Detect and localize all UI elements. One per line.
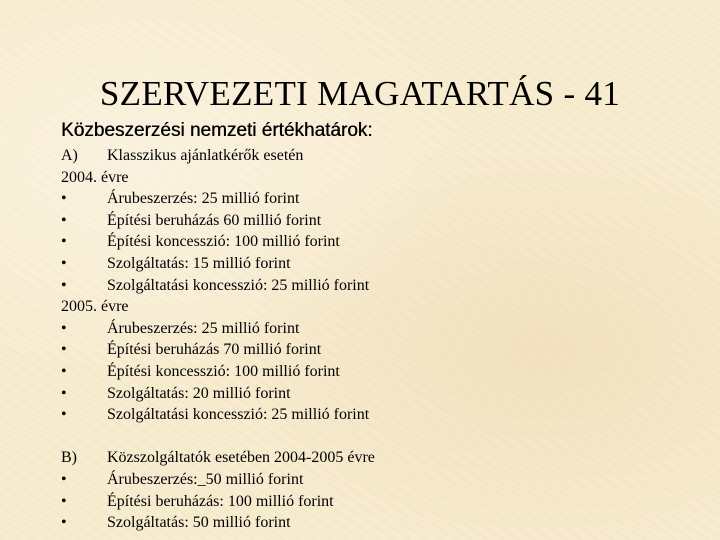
list-item-text: Építési beruházás 70 millió forint — [107, 341, 322, 359]
year-2005-label: 2005. évre — [61, 298, 129, 316]
section-b-heading: Közszolgáltatók esetében 2004-2005 évre — [107, 449, 375, 467]
year-2004-label: 2004. évre — [61, 168, 129, 186]
list-item-text: Szolgáltatási koncesszió: 25 millió forint — [107, 406, 370, 424]
list-item-text: Árubeszerzés:_50 millió forint — [107, 470, 304, 488]
list-item-text: Szolgáltatás: 50 millió forint — [107, 514, 291, 532]
list-item-text: Szolgáltatás: 15 millió forint — [107, 254, 291, 272]
bullet-icon: • — [61, 492, 67, 510]
list-item-text: Árubeszerzés: 25 millió forint — [107, 319, 300, 337]
bullet-icon: • — [61, 406, 67, 424]
bullet-icon: • — [61, 254, 67, 272]
slide-title: SZERVEZETI MAGATARTÁS - 41 — [99, 74, 621, 113]
bullet-icon: • — [61, 341, 67, 359]
section-a-marker: A) — [61, 147, 78, 164]
bullet-icon: • — [61, 362, 67, 380]
bullet-icon: • — [61, 211, 67, 229]
bullet-icon: • — [61, 319, 67, 337]
list-item-text: Építési koncesszió: 100 millió forint — [107, 233, 340, 251]
list-item-text: Építési beruházás 60 millió forint — [107, 211, 322, 229]
list-item-text: Árubeszerzés: 25 millió forint — [107, 190, 300, 208]
bullet-icon: • — [61, 276, 67, 294]
bullet-icon: • — [61, 190, 67, 208]
slide-subtitle: Közbeszerzési nemzeti értékhatárok: — [61, 120, 373, 141]
list-item-text: Szolgáltatási koncesszió: 25 millió forint — [107, 276, 370, 294]
bullet-icon: • — [61, 233, 67, 251]
bullet-icon: • — [61, 514, 67, 532]
bullet-icon: • — [61, 470, 67, 488]
section-b-marker: B) — [61, 449, 77, 467]
list-item-text: Építési beruházás: 100 millió forint — [107, 492, 334, 510]
bullet-icon: • — [61, 384, 67, 402]
section-a-heading: Klasszikus ajánlatkérők esetén — [107, 147, 304, 164]
list-item-text: Szolgáltatás: 20 millió forint — [107, 384, 291, 402]
list-item-text: Építési koncesszió: 100 millió forint — [107, 362, 340, 380]
